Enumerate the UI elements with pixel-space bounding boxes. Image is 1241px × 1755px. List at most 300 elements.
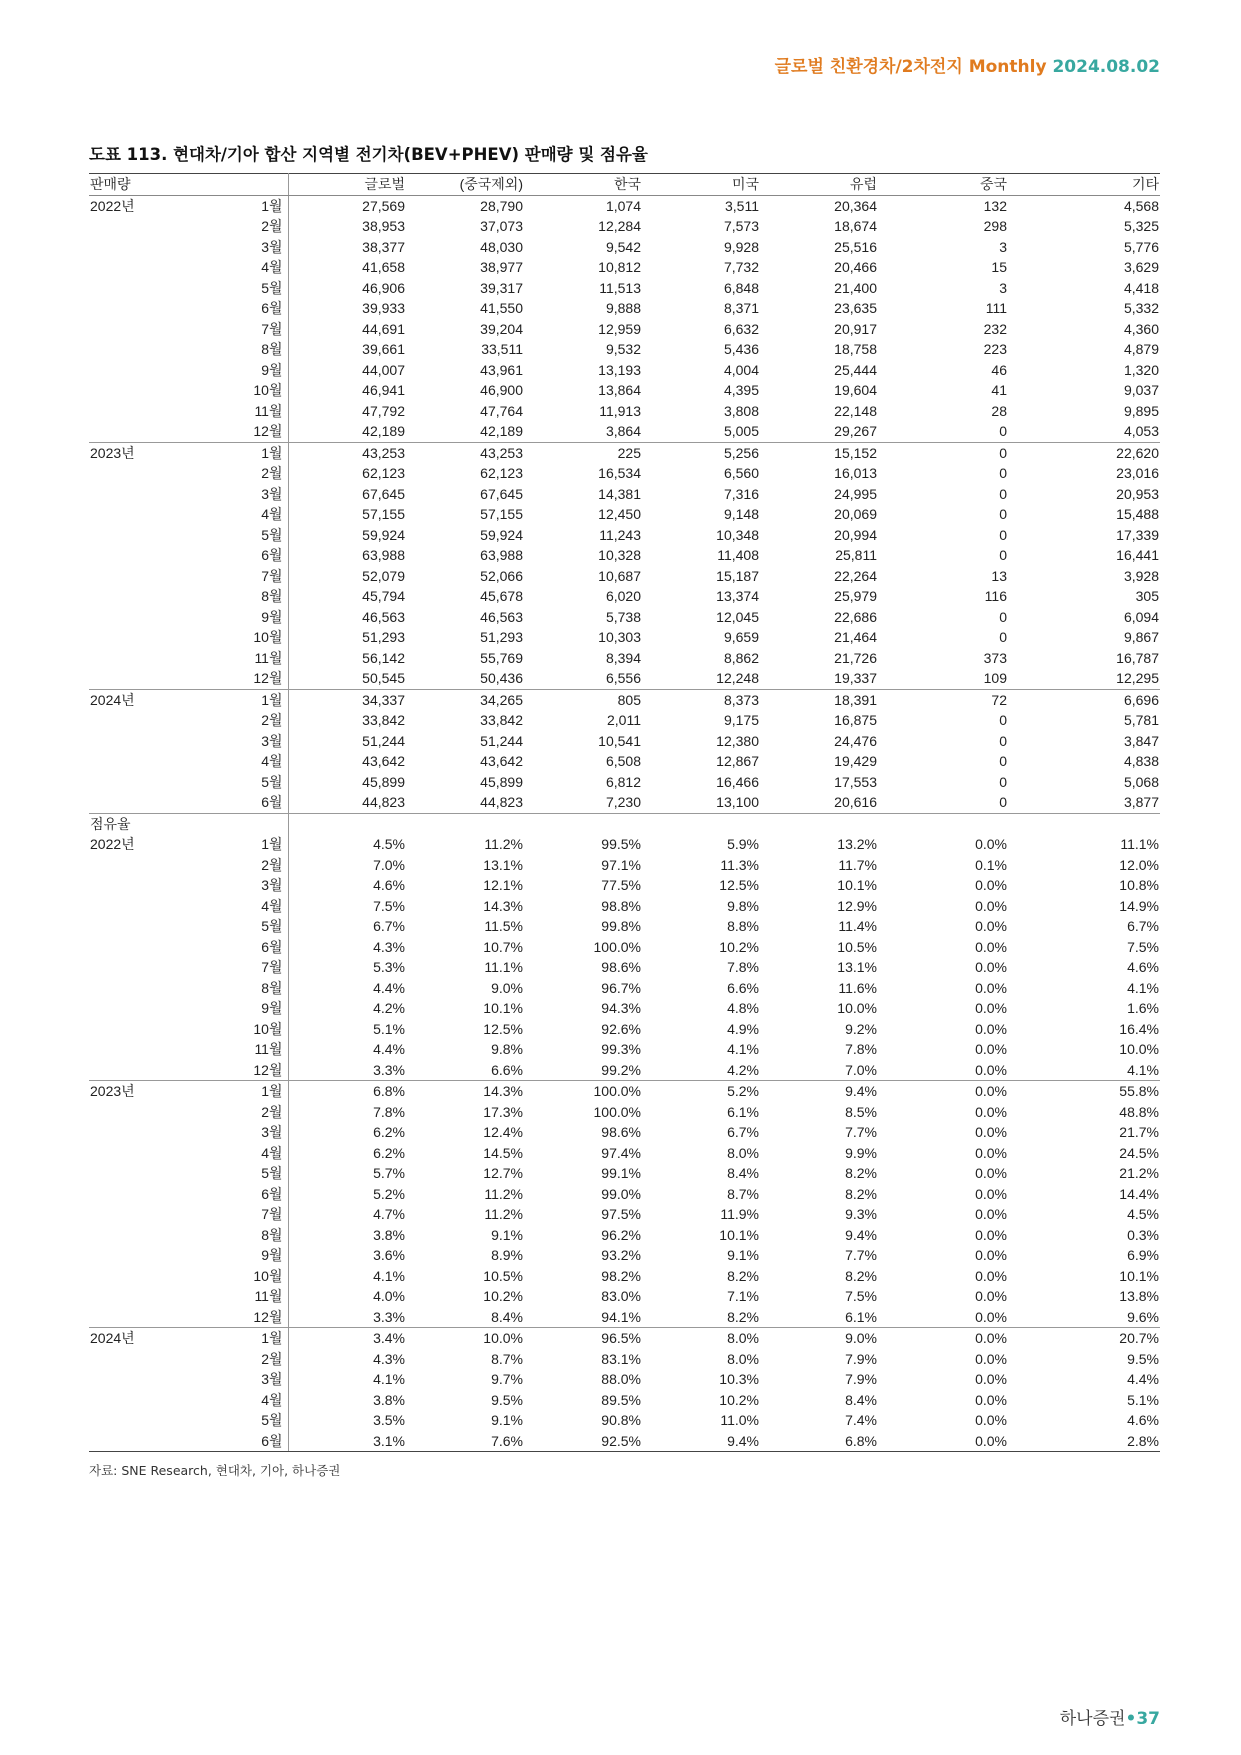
table-row [89, 710, 1160, 731]
value-cell: 8.0% [642, 1328, 760, 1349]
value-cell: 12,959 [598, 320, 641, 337]
value-cell: 99.0% [601, 1185, 641, 1202]
value-cell: 28 [991, 402, 1007, 419]
value-cell: 0 [999, 506, 1007, 523]
value-cell: 6.8% [288, 1081, 406, 1102]
value-cell: 0.0% [975, 938, 1007, 955]
month-label: 12월 [200, 1060, 288, 1081]
value-cell: 13,374 [716, 588, 759, 605]
value-cell: 14.3% [483, 897, 523, 914]
value-cell: 305 [1135, 588, 1159, 605]
table-row [89, 1431, 1160, 1452]
value-cell: 45,899 [480, 773, 523, 790]
table-row [89, 339, 1160, 360]
value-cell: 94.3% [601, 1000, 641, 1017]
value-cell: 7,573 [723, 218, 759, 235]
column-header: 한국 [524, 174, 642, 196]
year-label [89, 1019, 200, 1040]
table-row [89, 937, 1160, 958]
year-label [89, 710, 200, 731]
year-label [89, 421, 200, 442]
value-cell: 33,842 [362, 712, 405, 729]
value-cell: 10.1% [1119, 1267, 1159, 1284]
month-label: 10월 [200, 1019, 288, 1040]
table-row [89, 627, 1160, 648]
value-cell: 7.7% [845, 1247, 877, 1264]
value-cell: 6,812 [605, 773, 641, 790]
value-cell: 19,337 [834, 670, 877, 687]
year-label: 2024년 [89, 689, 200, 710]
table-row [89, 998, 1160, 1019]
value-cell: 8.0% [727, 1144, 759, 1161]
value-cell: 12.1% [483, 877, 523, 894]
month-label: 6월 [200, 937, 288, 958]
month-label: 3월 [200, 1369, 288, 1390]
value-cell: 4.4% [373, 1041, 405, 1058]
value-cell: 9,895 [1123, 402, 1159, 419]
value-cell: 4,568 [1123, 197, 1159, 214]
year-label [89, 1266, 200, 1287]
year-label [89, 607, 200, 628]
value-cell: 34,337 [288, 689, 406, 710]
month-label: 2월 [200, 216, 288, 237]
value-cell: 24,476 [834, 732, 877, 749]
value-cell: 10.1% [483, 1000, 523, 1017]
table-row [89, 875, 1160, 896]
table-row [89, 278, 1160, 299]
year-label [89, 339, 200, 360]
value-cell: 13,100 [716, 794, 759, 811]
value-cell: 2.8% [1008, 1431, 1160, 1452]
value-cell: 0.0% [975, 1226, 1007, 1243]
value-cell: 99.8% [601, 918, 641, 935]
value-cell: 17,553 [834, 773, 877, 790]
year-label [89, 627, 200, 648]
value-cell: 4.6% [1127, 1412, 1159, 1429]
value-cell: 43,642 [362, 753, 405, 770]
value-cell: 62,123 [362, 465, 405, 482]
value-cell: 3.3% [373, 1308, 405, 1325]
value-cell: 13.8% [1119, 1288, 1159, 1305]
value-cell: 67,645 [480, 485, 523, 502]
value-cell: 11.9% [720, 1206, 759, 1223]
value-cell: 42,189 [362, 423, 405, 440]
value-cell: 9,888 [605, 300, 641, 317]
value-cell: 11.3% [720, 856, 759, 873]
value-cell: 4.1% [1127, 1061, 1159, 1078]
table-row [89, 957, 1160, 978]
value-cell: 0 [878, 442, 1008, 463]
year-label [89, 1286, 200, 1307]
value-cell: 0.0% [975, 1206, 1007, 1223]
value-cell: 0.0% [975, 918, 1007, 935]
year-label [89, 937, 200, 958]
value-cell: 9,148 [723, 506, 759, 523]
year-label [89, 731, 200, 752]
value-cell: 7.0% [845, 1061, 877, 1078]
value-cell: 100.0% [593, 938, 641, 955]
table-row [89, 648, 1160, 669]
table-row [89, 1307, 1160, 1328]
month-label: 12월 [200, 668, 288, 689]
table-row [89, 1081, 1160, 1102]
value-cell: 11,243 [599, 526, 641, 543]
value-cell: 98.6% [601, 1124, 641, 1141]
value-cell: 12.9% [837, 897, 877, 914]
value-cell: 51,293 [480, 629, 523, 646]
month-label: 1월 [200, 1081, 288, 1102]
value-cell: 0.3% [1127, 1226, 1159, 1243]
value-cell: 0 [999, 712, 1007, 729]
value-cell: 111 [985, 300, 1007, 317]
value-cell: 10.5% [483, 1267, 523, 1284]
value-cell: 22,148 [834, 402, 877, 419]
year-label [89, 1163, 200, 1184]
value-cell: 6.8% [760, 1431, 878, 1452]
value-cell: 63,988 [480, 547, 523, 564]
value-cell: 57,155 [362, 506, 405, 523]
value-cell: 12.5% [719, 877, 759, 894]
value-cell: 6,848 [723, 279, 759, 296]
value-cell: 20,069 [834, 506, 877, 523]
year-label [89, 257, 200, 278]
value-cell: 3,864 [605, 423, 641, 440]
value-cell: 10,812 [598, 259, 641, 276]
value-cell: 223 [983, 341, 1007, 358]
value-cell: 5,256 [642, 442, 760, 463]
value-cell: 8.2% [845, 1185, 877, 1202]
value-cell: 16.4% [1119, 1020, 1159, 1037]
value-cell: 0 [999, 773, 1007, 790]
report-header [775, 52, 1160, 77]
month-label: 11월 [200, 1286, 288, 1307]
value-cell: 0.0% [975, 1020, 1007, 1037]
value-cell: 20,917 [834, 320, 877, 337]
value-cell: 5,068 [1123, 773, 1159, 790]
value-cell: 55,769 [480, 649, 523, 666]
value-cell: 6.6% [727, 979, 759, 996]
value-cell: 59,924 [362, 526, 405, 543]
value-cell: 24.5% [1119, 1144, 1159, 1161]
year-label [89, 1410, 200, 1431]
value-cell: 29,267 [834, 423, 877, 440]
value-cell: 25,979 [834, 588, 877, 605]
table-row [89, 978, 1160, 999]
value-cell: 43,642 [480, 753, 523, 770]
year-label [89, 525, 200, 546]
value-cell: 4.0% [373, 1288, 405, 1305]
value-cell: 63,988 [362, 547, 405, 564]
value-cell: 0.0% [975, 979, 1007, 996]
month-label: 5월 [200, 525, 288, 546]
value-cell: 298 [983, 218, 1007, 235]
year-label [89, 916, 200, 937]
value-cell: 7.5% [845, 1288, 877, 1305]
value-cell: 46,563 [362, 608, 405, 625]
value-cell: 18,391 [760, 689, 878, 710]
value-cell: 9.1% [491, 1412, 523, 1429]
value-cell: 0.0% [975, 1165, 1007, 1182]
value-cell: 6.2% [373, 1124, 405, 1141]
year-label [89, 1184, 200, 1205]
value-cell: 7.0% [373, 856, 405, 873]
value-cell: 5,738 [605, 608, 641, 625]
value-cell: 96.5% [524, 1328, 642, 1349]
value-cell: 92.5% [524, 1431, 642, 1452]
value-cell: 7.8% [373, 1103, 405, 1120]
value-cell: 72 [878, 689, 1008, 710]
month-label: 10월 [200, 627, 288, 648]
year-label [89, 484, 200, 505]
table-row [89, 504, 1160, 525]
value-cell: 3.5% [373, 1412, 405, 1429]
value-cell: 16,534 [598, 465, 641, 482]
value-cell: 0.0% [975, 836, 1007, 853]
value-cell: 96.2% [601, 1226, 641, 1243]
value-cell: 55.8% [1008, 1081, 1160, 1102]
column-header: 미국 [642, 174, 760, 196]
value-cell: 4.1% [1127, 979, 1159, 996]
table-row [89, 1369, 1160, 1390]
value-cell: 96.7% [601, 979, 641, 996]
month-label: 12월 [200, 421, 288, 442]
year-label [89, 1369, 200, 1390]
value-cell: 3.8% [373, 1391, 405, 1408]
value-cell: 6,632 [723, 320, 759, 337]
value-cell: 51,293 [362, 629, 405, 646]
value-cell: 77.5% [601, 877, 641, 894]
value-cell: 12,045 [716, 608, 759, 625]
value-cell: 109 [983, 670, 1007, 687]
value-cell: 0.0% [975, 1124, 1007, 1141]
report-date: 2024.08.02 [1052, 57, 1160, 77]
value-cell: 48.8% [1119, 1103, 1159, 1120]
value-cell: 6.9% [1127, 1247, 1159, 1264]
value-cell: 22,620 [1008, 442, 1160, 463]
value-cell: 12.4% [483, 1124, 523, 1141]
value-cell: 0.0% [975, 1308, 1007, 1325]
year-label: 2024년 [89, 1328, 200, 1349]
value-cell: 4.1% [727, 1041, 759, 1058]
value-cell: 13,864 [598, 382, 641, 399]
value-cell: 99.1% [601, 1165, 641, 1182]
year-label [89, 401, 200, 422]
value-cell: 89.5% [601, 1391, 641, 1408]
month-label: 3월 [200, 484, 288, 505]
month-label: 9월 [200, 1245, 288, 1266]
table-row [89, 1060, 1160, 1081]
value-cell: 9,542 [605, 238, 641, 255]
month-label: 4월 [200, 504, 288, 525]
value-cell: 6,094 [1123, 608, 1159, 625]
value-cell: 8.4% [845, 1391, 877, 1408]
value-cell: 7.5% [1127, 938, 1159, 955]
value-cell: 11.5% [484, 918, 523, 935]
value-cell: 9.7% [491, 1371, 523, 1388]
value-cell: 4.6% [1127, 959, 1159, 976]
value-cell: 3.4% [288, 1328, 406, 1349]
value-cell: 14.9% [1119, 897, 1159, 914]
table-row [89, 1102, 1160, 1123]
value-cell: 9.0% [491, 979, 523, 996]
value-cell: 46,941 [362, 382, 405, 399]
value-cell: 12,284 [598, 218, 641, 235]
month-label: 5월 [200, 772, 288, 793]
value-cell: 9.3% [845, 1206, 877, 1223]
value-cell: 1.6% [1127, 1000, 1159, 1017]
table-row [89, 731, 1160, 752]
value-cell: 9.6% [1127, 1308, 1159, 1325]
value-cell: 8.8% [727, 918, 759, 935]
table-row [89, 237, 1160, 258]
value-cell: 11.7% [838, 856, 877, 873]
value-cell: 16,466 [716, 773, 759, 790]
year-label [89, 978, 200, 999]
value-cell: 50,545 [362, 670, 405, 687]
value-cell: 4,879 [1123, 341, 1159, 358]
value-cell: 4,838 [1123, 753, 1159, 770]
table-row [89, 1390, 1160, 1411]
value-cell: 21.7% [1119, 1124, 1159, 1141]
value-cell: 4,395 [723, 382, 759, 399]
value-cell: 97.1% [601, 856, 641, 873]
year-label [89, 463, 200, 484]
value-cell: 12,248 [716, 670, 759, 687]
value-cell: 4.2% [373, 1000, 405, 1017]
value-cell: 39,933 [362, 300, 405, 317]
value-cell: 20,994 [834, 526, 877, 543]
value-cell: 5.1% [373, 1020, 405, 1037]
column-header: 기타 [1008, 174, 1160, 196]
value-cell: 9.8% [727, 897, 759, 914]
value-cell: 0.0% [975, 1041, 1007, 1058]
value-cell: 0.0% [878, 1328, 1008, 1349]
value-cell: 7.1% [727, 1288, 759, 1305]
value-cell: 88.0% [601, 1371, 641, 1388]
value-cell: 9.8% [491, 1041, 523, 1058]
value-cell: 1,320 [1123, 361, 1159, 378]
value-cell: 14,381 [598, 485, 641, 502]
year-label [89, 668, 200, 689]
page-number: 37 [1136, 1709, 1160, 1729]
value-cell: 12.0% [1119, 856, 1159, 873]
month-label: 8월 [200, 978, 288, 999]
value-cell: 4,004 [723, 361, 759, 378]
value-cell: 8,394 [605, 649, 641, 666]
value-cell: 4.8% [727, 1000, 759, 1017]
value-cell: 10.0% [1119, 1041, 1159, 1058]
month-label: 8월 [200, 586, 288, 607]
value-cell: 42,189 [480, 423, 523, 440]
value-cell: 11.0% [720, 1412, 759, 1429]
value-cell: 83.0% [601, 1288, 641, 1305]
value-cell: 17,339 [1116, 526, 1159, 543]
column-header: (중국제외) [406, 174, 524, 196]
month-label: 6월 [200, 1431, 288, 1452]
value-cell: 116 [984, 588, 1007, 605]
value-cell: 13 [991, 567, 1007, 584]
month-label: 5월 [200, 916, 288, 937]
value-cell: 44,823 [362, 794, 405, 811]
month-label: 11월 [200, 648, 288, 669]
value-cell: 99.3% [601, 1041, 641, 1058]
value-cell: 4.3% [373, 1350, 405, 1367]
value-cell: 8,862 [723, 649, 759, 666]
table-row [89, 689, 1160, 710]
value-cell: 46 [991, 361, 1007, 378]
value-cell: 0.0% [975, 1061, 1007, 1078]
table-row [89, 442, 1160, 463]
value-cell: 7.9% [845, 1350, 877, 1367]
value-cell: 4.2% [727, 1061, 759, 1078]
value-cell: 9.1% [491, 1226, 523, 1243]
table-row [89, 1266, 1160, 1287]
value-cell: 51,244 [480, 732, 523, 749]
value-cell: 20,953 [1116, 485, 1159, 502]
value-cell: 10,541 [598, 732, 641, 749]
value-cell: 15,152 [760, 442, 878, 463]
value-cell: 33,511 [481, 341, 523, 358]
value-cell: 44,007 [362, 361, 405, 378]
month-label: 2월 [200, 1349, 288, 1370]
page-footer [1060, 1704, 1160, 1729]
value-cell: 19,429 [834, 753, 877, 770]
value-cell: 98.8% [601, 897, 641, 914]
value-cell: 0.0% [975, 1267, 1007, 1284]
value-cell: 44,691 [362, 320, 405, 337]
value-cell: 52,079 [362, 567, 405, 584]
value-cell: 11,513 [599, 279, 641, 296]
value-cell: 21,464 [834, 629, 877, 646]
table-title: 도표 113. 현대차/기아 합산 지역별 전기차(BEV+PHEV) 판매량 및 점유율 [89, 145, 648, 164]
value-cell: 9.5% [1127, 1350, 1159, 1367]
year-label [89, 896, 200, 917]
value-cell: 6.1% [845, 1308, 877, 1325]
value-cell: 11.2% [484, 836, 523, 853]
month-label: 11월 [200, 1039, 288, 1060]
value-cell: 25,444 [834, 361, 877, 378]
value-cell: 12.7% [483, 1165, 523, 1182]
year-label [89, 1102, 200, 1123]
footer-company: 하나증권 [1059, 1709, 1126, 1729]
table-row [89, 916, 1160, 937]
value-cell: 3,808 [723, 402, 759, 419]
value-cell: 0.0% [975, 1144, 1007, 1161]
value-cell: 0.0% [878, 1081, 1008, 1102]
value-cell: 100.0% [593, 1103, 641, 1120]
value-cell: 45,678 [480, 588, 523, 605]
year-label [89, 1143, 200, 1164]
value-cell: 12,450 [598, 506, 641, 523]
value-cell: 6.7% [1127, 918, 1159, 935]
value-cell: 39,204 [480, 320, 523, 337]
value-cell: 0.0% [975, 1350, 1007, 1367]
value-cell: 15,187 [716, 567, 759, 584]
value-cell: 16,875 [834, 712, 877, 729]
value-cell: 16,787 [1116, 649, 1159, 666]
value-cell: 39,661 [362, 341, 405, 358]
value-cell: 6.7% [373, 918, 405, 935]
value-cell: 8.2% [727, 1308, 759, 1325]
value-cell: 19,604 [834, 382, 877, 399]
value-cell: 10.3% [719, 1371, 759, 1388]
value-cell: 10.1% [719, 1226, 759, 1243]
value-cell: 9.9% [845, 1144, 877, 1161]
value-cell: 225 [524, 442, 642, 463]
year-label: 2023년 [89, 1081, 200, 1102]
table-row [89, 545, 1160, 566]
value-cell: 5.9% [727, 836, 759, 853]
